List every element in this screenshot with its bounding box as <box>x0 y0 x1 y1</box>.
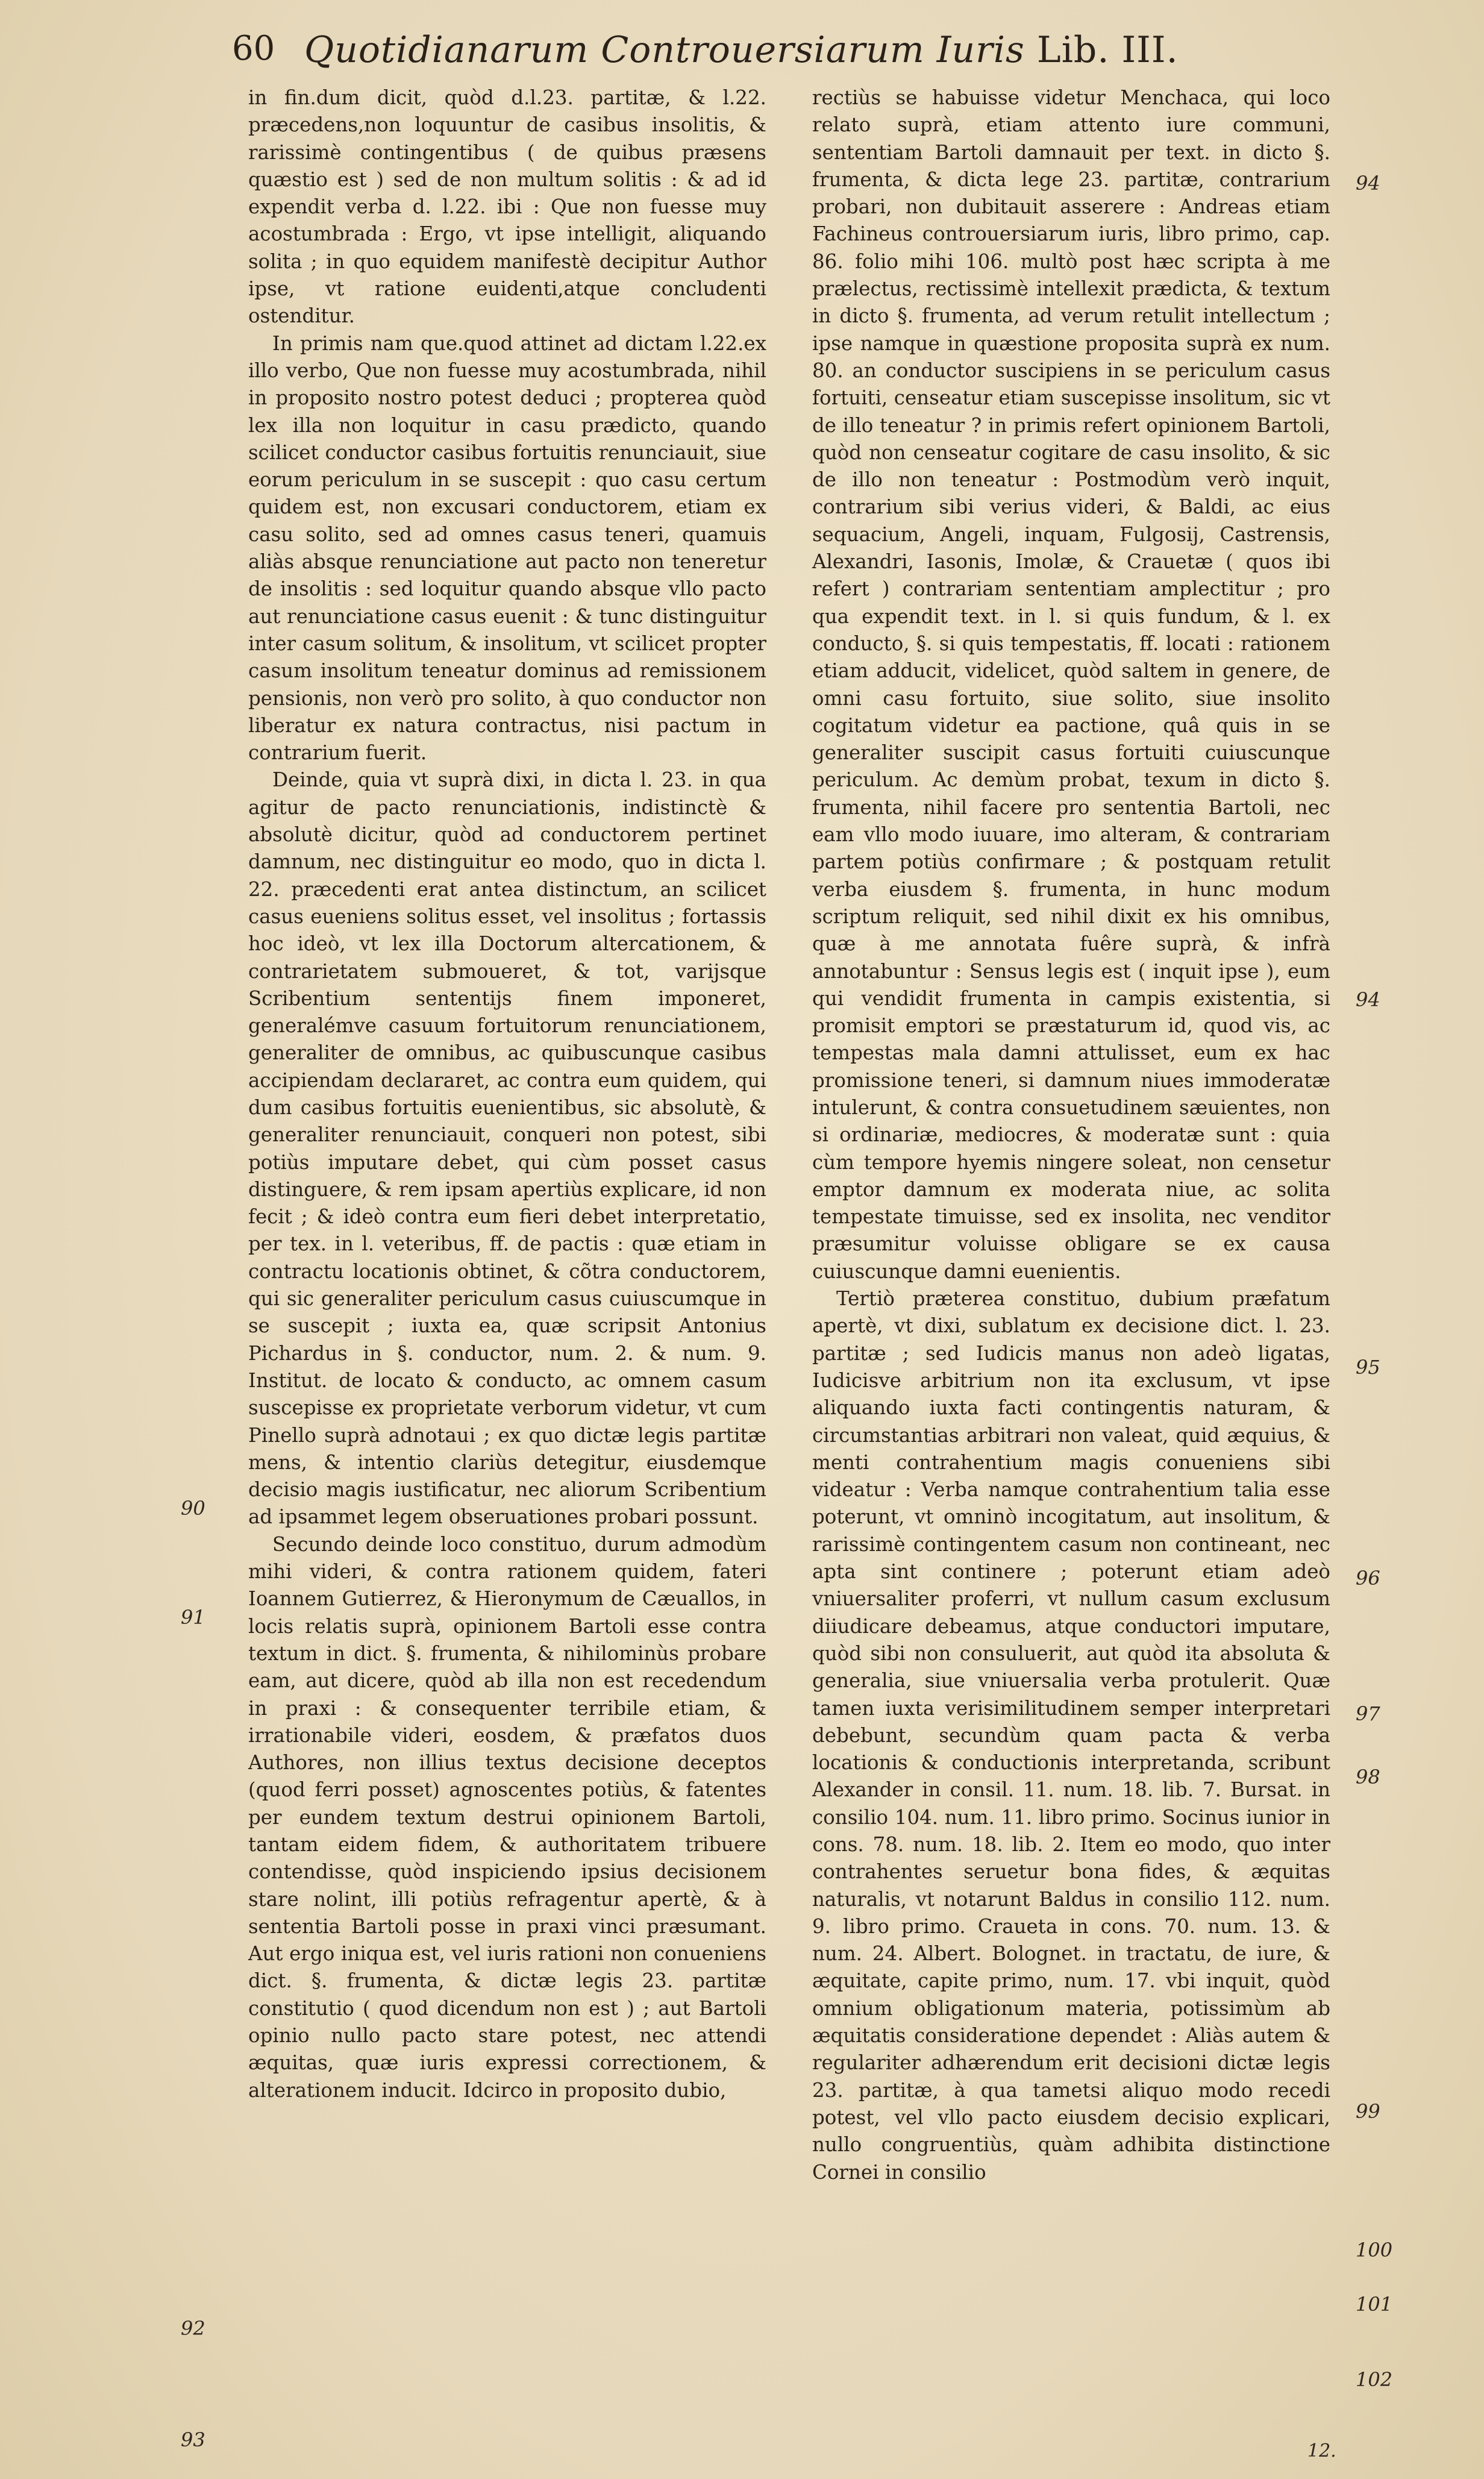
right-column <box>812 84 1330 2186</box>
catchword: 12. <box>1307 2440 1336 2462</box>
margin-number: 93 <box>181 2428 205 2451</box>
margin-number: 98 <box>1356 1766 1380 1788</box>
paragraph: in fin.dum dicit, quòd d.l.23. partitæ, & l.22. præcedens,non loquuntur de casibus insolitis, & rarissimè contingentibus ( de quibus præsens quæstio est ) sed de non multum solitis : & ad id expendit verba d. l.22. ibi : Que non fuesse muy acostumbrada : Ergo, vt ipse intelligit, aliquando solita ; in quo equidem manifestè decipitur Author ipse, vt ratione euidenti,atque concludenti ostenditur. <box>248 86 766 328</box>
paragraph: In primis nam que.quod attinet ad dictam l.22.ex illo verbo, Que non fuesse muy acostumbrada, nihil in proposito nostro potest deduci ; propterea quòd lex illa non loquitur in casu prædicto, quando scilicet conductor casibus fortuitis renunciauit, siue eorum periculum in se suscepit : quo casu certum quidem est, non excusari conductorem, etiam ex casu solito, sed ad omnes casus teneri, quamuis aliàs absque renunciatione aut pacto non teneretur de insolitis : sed loquitur quando absque vllo pacto aut renunciatione casus euenit : & tunc distinguitur inter casum solitum, & insolitum, vt scilicet propter casum insolitum teneatur dominus ad remissionem pensionis, non verò pro solito, à quo conductor non liberatur ex natura contractus, nisi pactum in contrarium fuerit. <box>248 331 766 765</box>
margin-number: 99 <box>1356 2100 1380 2123</box>
paragraph: Secundo deinde loco constituo, durum admodùm mihi videri, & contra rationem quidem, fateri Ioannem Gutierrez, & Hieronymum de Cæuallos, in locis relatis suprà, opinionem Bartoli esse contra textum in dict. §. frumenta, & nihilominùs probare eam, aut dicere, quòd ab illa non est recedendum in praxi : & consequenter terribile etiam, & irrationabile videri, eosdem, & præfatos duos Authores, non illius textus decisione deceptos (quod ferri posset) agnoscentes potiùs, & fatentes per eundem textum destrui opinionem Bartoli, tantam eidem fidem, & authoritatem tribuere contendisse, quòd inspiciendo ipsius decisionem stare nolint, illi potiùs refragentur apertè, & à sententia Bartoli posse in praxi vinci præsumant. Aut ergo iniqua est, vel iuris rationi non conueniens dict. §. frumenta, & dictæ legis 23. partitæ constitutio ( quod dicendum non est ) ; aut Bartoli opinio nullo pacto stare potest, nec attendi æquitas, quæ iuris expressi correctionem, & alterationem inducit. Idcirco in proposito dubio, <box>248 1532 766 2102</box>
margin-number: 92 <box>181 2317 205 2340</box>
page-number: 60 <box>232 29 275 68</box>
margin-number: 95 <box>1356 1356 1380 1379</box>
margin-number: 90 <box>181 1497 205 1520</box>
running-title <box>304 29 1179 71</box>
margin-number: 100 <box>1356 2239 1393 2261</box>
margin-number: 96 <box>1356 1567 1380 1590</box>
paragraph: Tertiò præterea constituo, dubium præfatum apertè, vt dixi, sublatum ex decisione dict. l. 23. partitæ ; sed Iudicis manus non adeò ligatas, Iudicisve arbitrium non ita exclusum, vt ipse aliquando iuxta facti contingentis naturam, & circumstantias arbitrari non valeat, quid æquius, & menti contrahentium magis conueniens sibi videatur : Verba namque contrahentium talia esse poterunt, vt omninò incogitatum, aut insolitum, & rarissimè contingentem casum non contineant, nec apta sint continere ; poterunt etiam adeò vniuersaliter proferri, vt nullum casum exclusum diiudicare debeamus, atque conductori imputare, quòd sibi non consuluerit, aut quòd ita absoluta & generalia, siue vniuersalia verba protulerit. Quæ tamen iuxta verisimilitudinem semper interpretari debebunt, secundùm quam pacta & verba locationis & conductionis interpretanda, scribunt Alexander in consil. 11. num. 18. lib. 7. Bursat. in consilio 104. num. 11. libro primo. Socinus iunior in cons. 78. num. 18. lib. 2. Item eo modo, quo inter contrahentes seruetur bona fides, & æquitas naturalis, vt notarunt Baldus in consilio 112. num. 9. libro primo. Craueta in cons. 70. num. 13. & num. 24. Albert. Bolognet. in tractatu, de iure, & æquitate, capite primo, num. 17. vbi inquit, quòd omnium obligationum materia, potissimùm ab æquitatis consideratione dependet : Aliàs autem & regulariter adhærendum erit decisioni dictæ legis 23. partitæ, à qua tametsi aliquo modo recedi potest, vel vllo pacto eiusdem decisio explicari, nullo congruentiùs, quàm adhibita distinctione Cornei in consilio <box>812 1287 1330 2184</box>
margin-number: 101 <box>1356 2293 1393 2316</box>
margin-number: 94 <box>1356 988 1380 1011</box>
running-title-text: Quotidianarum Controuersiarum Iuris <box>304 29 1025 71</box>
running-title-book: Lib. III. <box>1036 29 1179 71</box>
margin-number: 91 <box>181 1606 205 1629</box>
running-header <box>232 29 1437 77</box>
margin-number: 102 <box>1356 2368 1393 2391</box>
margin-number: 97 <box>1356 1702 1380 1725</box>
margin-number: 94 <box>1356 172 1380 195</box>
paragraph: Deinde, quia vt suprà dixi, in dicta l. 23. in qua agitur de pacto renunciationis, indistinctè & absolutè dicitur, quòd ad conductorem pertinet damnum, nec distinguitur eo modo, quo in dicta l. 22. præcedenti erat antea distinctum, an scilicet casus eueniens solitus esset, vel insolitus ; fortassis hoc ideò, vt lex illa Doctorum altercationem, & contrarietatem submoueret, & tot, varijsque Scribentium sententijs finem imponeret, generalémve casuum fortuitorum renunciationem, generaliter de omnibus, ac quibuscunque casibus accipiendam declararet, ac contra eum quidem, qui dum casibus fortuitis euenientibus, sic absolutè, & generaliter renunciauit, conqueri non potest, sibi potiùs imputare debet, qui cùm posset casus distinguere, & rem ipsam apertiùs explicare, id non fecit ; & ideò contra eum fieri debet interpretatio, per tex. in l. veteribus, ff. de pactis : quæ etiam in contractu locationis obtinet, & cõtra conductorem, qui sic generaliter periculum casus cuiuscumque in se suscepit ; iuxta ea, quæ scripsit Antonius Pichardus in §. conductor, num. 2. & num. 9. Institut. de locato & conducto, ac omnem casum suscepisse ex proprietate verborum videtur, vt cum Pinello suprà adnotaui ; ex quo dictæ legis partitæ mens, & intentio clariùs detegitur, eiusdemque decisio magis iustificatur, nec aliorum Scribentium ad ipsammet legem obseruationes probari possunt. <box>248 768 766 1529</box>
left-column <box>248 84 766 2104</box>
paragraph: rectiùs se habuisse videtur Menchaca, qui loco relato suprà, etiam attento iure communi, sententiam Bartoli damnauit per text. in dicto §. frumenta, & dicta lege 23. partitæ, contrarium probari, non dubitauit asserere : Andreas etiam Fachineus controuersiarum iuris, libro primo, cap. 86. folio mihi 106. multò post hæc scripta à me prælectus, rectissimè intellexit prædicta, & textum in dicto §. frumenta, ad verum retulit intellectum ; ipse namque in quæstione proposita suprà ex num. 80. an conductor suscipiens in se periculum casus fortuiti, censeatur etiam suscepisse insolitum, sic vt de illo teneatur ? in primis refert opinionem Bartoli, quòd non censeatur cogitare de casu insolito, & sic de illo non teneatur : Postmodùm verò inquit, contrarium sibi verius videri, & Baldi, ac eius sequacium, Angeli, inquam, Fulgosij, Castrensis, Alexandri, Iasonis, Imolæ, & Crauetæ ( quos ibi refert ) contrariam sententiam amplectitur ; pro qua expendit text. in l. si quis fundum, & l. ex conducto, §. si quis tempestatis, ff. locati : rationem etiam adducit, videlicet, quòd saltem in genere, de omni casu fortuito, siue solito, siue insolito cogitatum videtur ea pactione, quâ quis in se generaliter suscipit casus fortuiti cuiuscunque periculum. Ac demùm probat, texum in dicto §. frumenta, nihil facere pro sententia Bartoli, nec eam vllo modo iuuare, imo alteram, & contrariam partem potiùs confirmare ; & postquam retulit verba eiusdem §. frumenta, in hunc modum scriptum reliquit, sed nihil dixit ex his omnibus, quæ à me annotata fuêre suprà, & infrà annotabuntur : Sensus legis est ( inquit ipse ), eum qui vendidit frumenta in campis existentia, si promisit emptori se præstaturum id, quod vis, ac tempestas mala damni attulisset, eum ex hac promissione teneri, si damnum niues immoderatæ intulerunt, & contra consuetudinem sæuientes, non si ordinariæ, mediocres, & moderatæ sunt : quia cùm tempore hyemis ningere soleat, non censetur emptor damnum ex moderata niue, ac solita tempestate timuisse, sed ex insolita, nec venditor præsumitur voluisse obligare se ex causa cuiuscunque damni euenientis. <box>812 86 1330 1283</box>
